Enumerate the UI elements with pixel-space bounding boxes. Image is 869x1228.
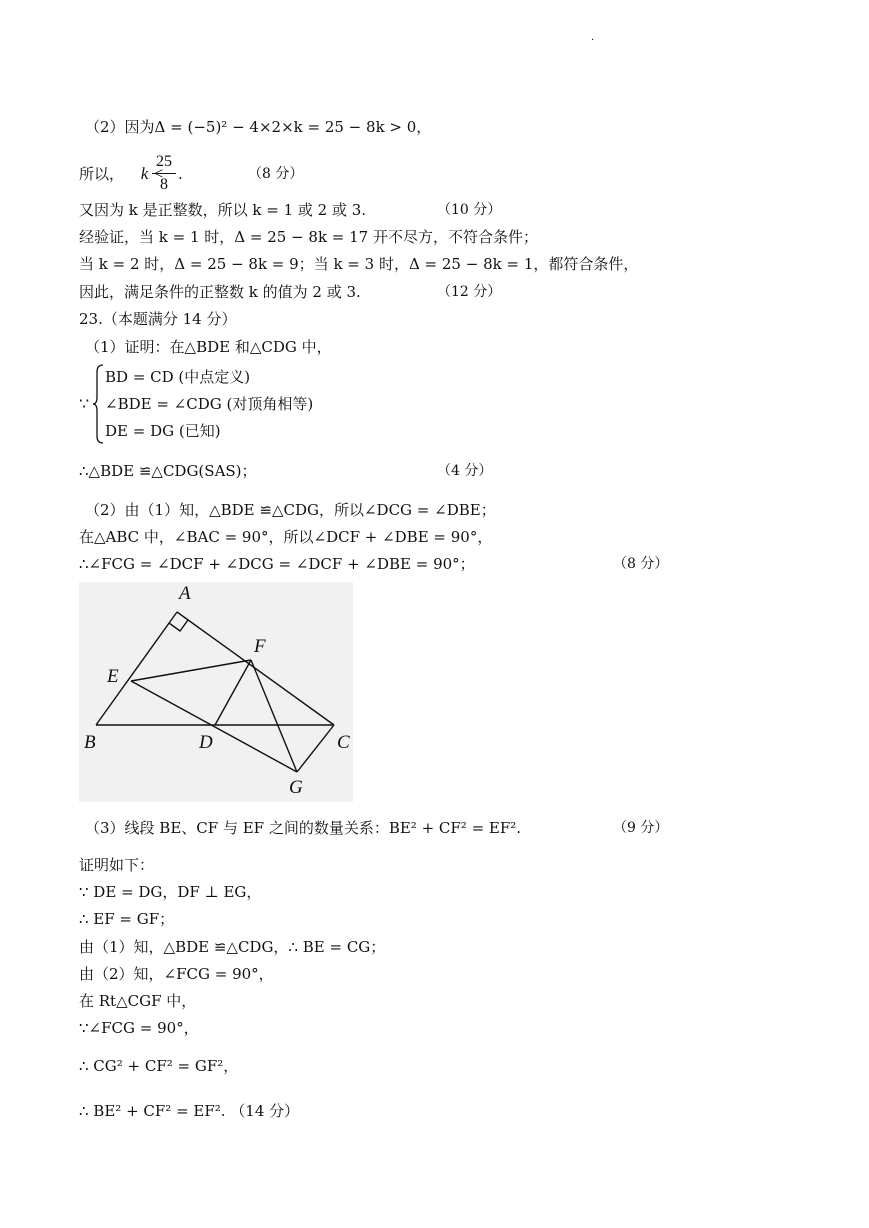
- segment-cg: [297, 725, 334, 772]
- score-9: （9 分）: [613, 820, 669, 836]
- segment-fg: [251, 660, 297, 772]
- fraction-denominator: 8: [160, 176, 168, 193]
- score-8a: （8 分）: [248, 166, 304, 182]
- proof-line: ∵ DE = DG，DF ⊥ EG，: [79, 883, 262, 901]
- label-c: C: [337, 732, 350, 753]
- conclusion-k-line: 因此，满足条件的正整数 k 的值为 2 或 3.: [79, 283, 361, 301]
- segment-df: [215, 660, 251, 725]
- k-bound-prefix: 所以，: [79, 165, 125, 183]
- score-8b: （8 分）: [613, 556, 669, 572]
- q23-title: 23.（本题满分 14 分）: [79, 310, 237, 328]
- segment-ef: [131, 660, 251, 681]
- system-row-de-dg: DE = DG (已知): [105, 422, 221, 440]
- segment-eg: [131, 681, 297, 772]
- label-g: G: [289, 777, 303, 798]
- part2-line3: ∴∠FCG = ∠DCF + ∠DCG = ∠DCF + ∠DBE = 90°；: [79, 555, 475, 573]
- right-angle-mark: [169, 620, 188, 631]
- label-b: B: [84, 732, 96, 753]
- fraction-bar: [152, 173, 176, 174]
- proof-line: ∴ CG² + CF² = GF²，: [79, 1057, 239, 1075]
- label-f: F: [254, 636, 266, 657]
- verify-k1-line: 经验证，当 k = 1 时，Δ = 25 − 8k = 17 开不尽方，不符合条件；: [79, 228, 538, 246]
- proof-line: 由（1）知，△BDE ≌△CDG，∴ BE = CG；: [79, 938, 386, 956]
- proof-line: 由（2）知，∠FCG = 90°，: [79, 965, 274, 983]
- proof-line: ∵∠FCG = 90°，: [79, 1019, 199, 1037]
- proof-line: ∴ EF = GF；: [79, 910, 175, 928]
- because-symbol: ∵: [79, 394, 90, 413]
- equation-system: [79, 362, 379, 446]
- k-bound-math: k <: [140, 164, 165, 183]
- header-dot: ·: [591, 35, 595, 46]
- k-bound-period: .: [178, 165, 183, 183]
- geometry-figure: [79, 582, 353, 802]
- fraction-numerator: 25: [156, 153, 172, 170]
- label-e: E: [107, 666, 119, 687]
- label-d: D: [199, 732, 213, 753]
- part3-relation: （3）线段 BE、CF 与 EF 之间的数量关系：BE² + CF² = EF².: [85, 819, 522, 837]
- proof-line-final: ∴ BE² + CF² = EF². （14 分）: [79, 1102, 300, 1120]
- system-row-angles: ∠BDE = ∠CDG (对顶角相等): [105, 395, 314, 413]
- score-10: （10 分）: [437, 202, 502, 218]
- score-12: （12 分）: [437, 284, 502, 300]
- label-a: A: [179, 583, 191, 604]
- fraction-25-over-8: [152, 152, 176, 195]
- system-row-bd-cd: BD = CD (中点定义): [105, 368, 251, 386]
- triangle-diagram: [79, 582, 353, 802]
- delta-condition-line: （2）因为Δ = (−5)² − 4×2×k = 25 − 8k > 0，: [85, 118, 432, 136]
- proof-title: 证明如下：: [79, 856, 155, 874]
- proof-line: 在 Rt△CGF 中，: [79, 992, 197, 1010]
- left-brace-icon: [93, 364, 105, 444]
- k-integer-line: 又因为 k 是正整数，所以 k = 1 或 2 或 3.: [79, 201, 367, 219]
- part2-line1: （2）由（1）知，△BDE ≌△CDG，所以∠DCG = ∠DBE；: [85, 501, 496, 519]
- verify-k2-k3-line: 当 k = 2 时，Δ = 25 − 8k = 9；当 k = 3 时，Δ = 25 − 8k = 1，都符合条件，: [79, 255, 639, 273]
- score-4: （4 分）: [437, 463, 493, 479]
- congruence-conclusion: ∴△BDE ≌△CDG(SAS)；: [79, 462, 257, 480]
- part2-line2: 在△ABC 中，∠BAC = 90°，所以∠DCF + ∠DBE = 90°，: [79, 528, 493, 546]
- q23-part1-intro: （1）证明：在△BDE 和△CDG 中，: [85, 338, 332, 356]
